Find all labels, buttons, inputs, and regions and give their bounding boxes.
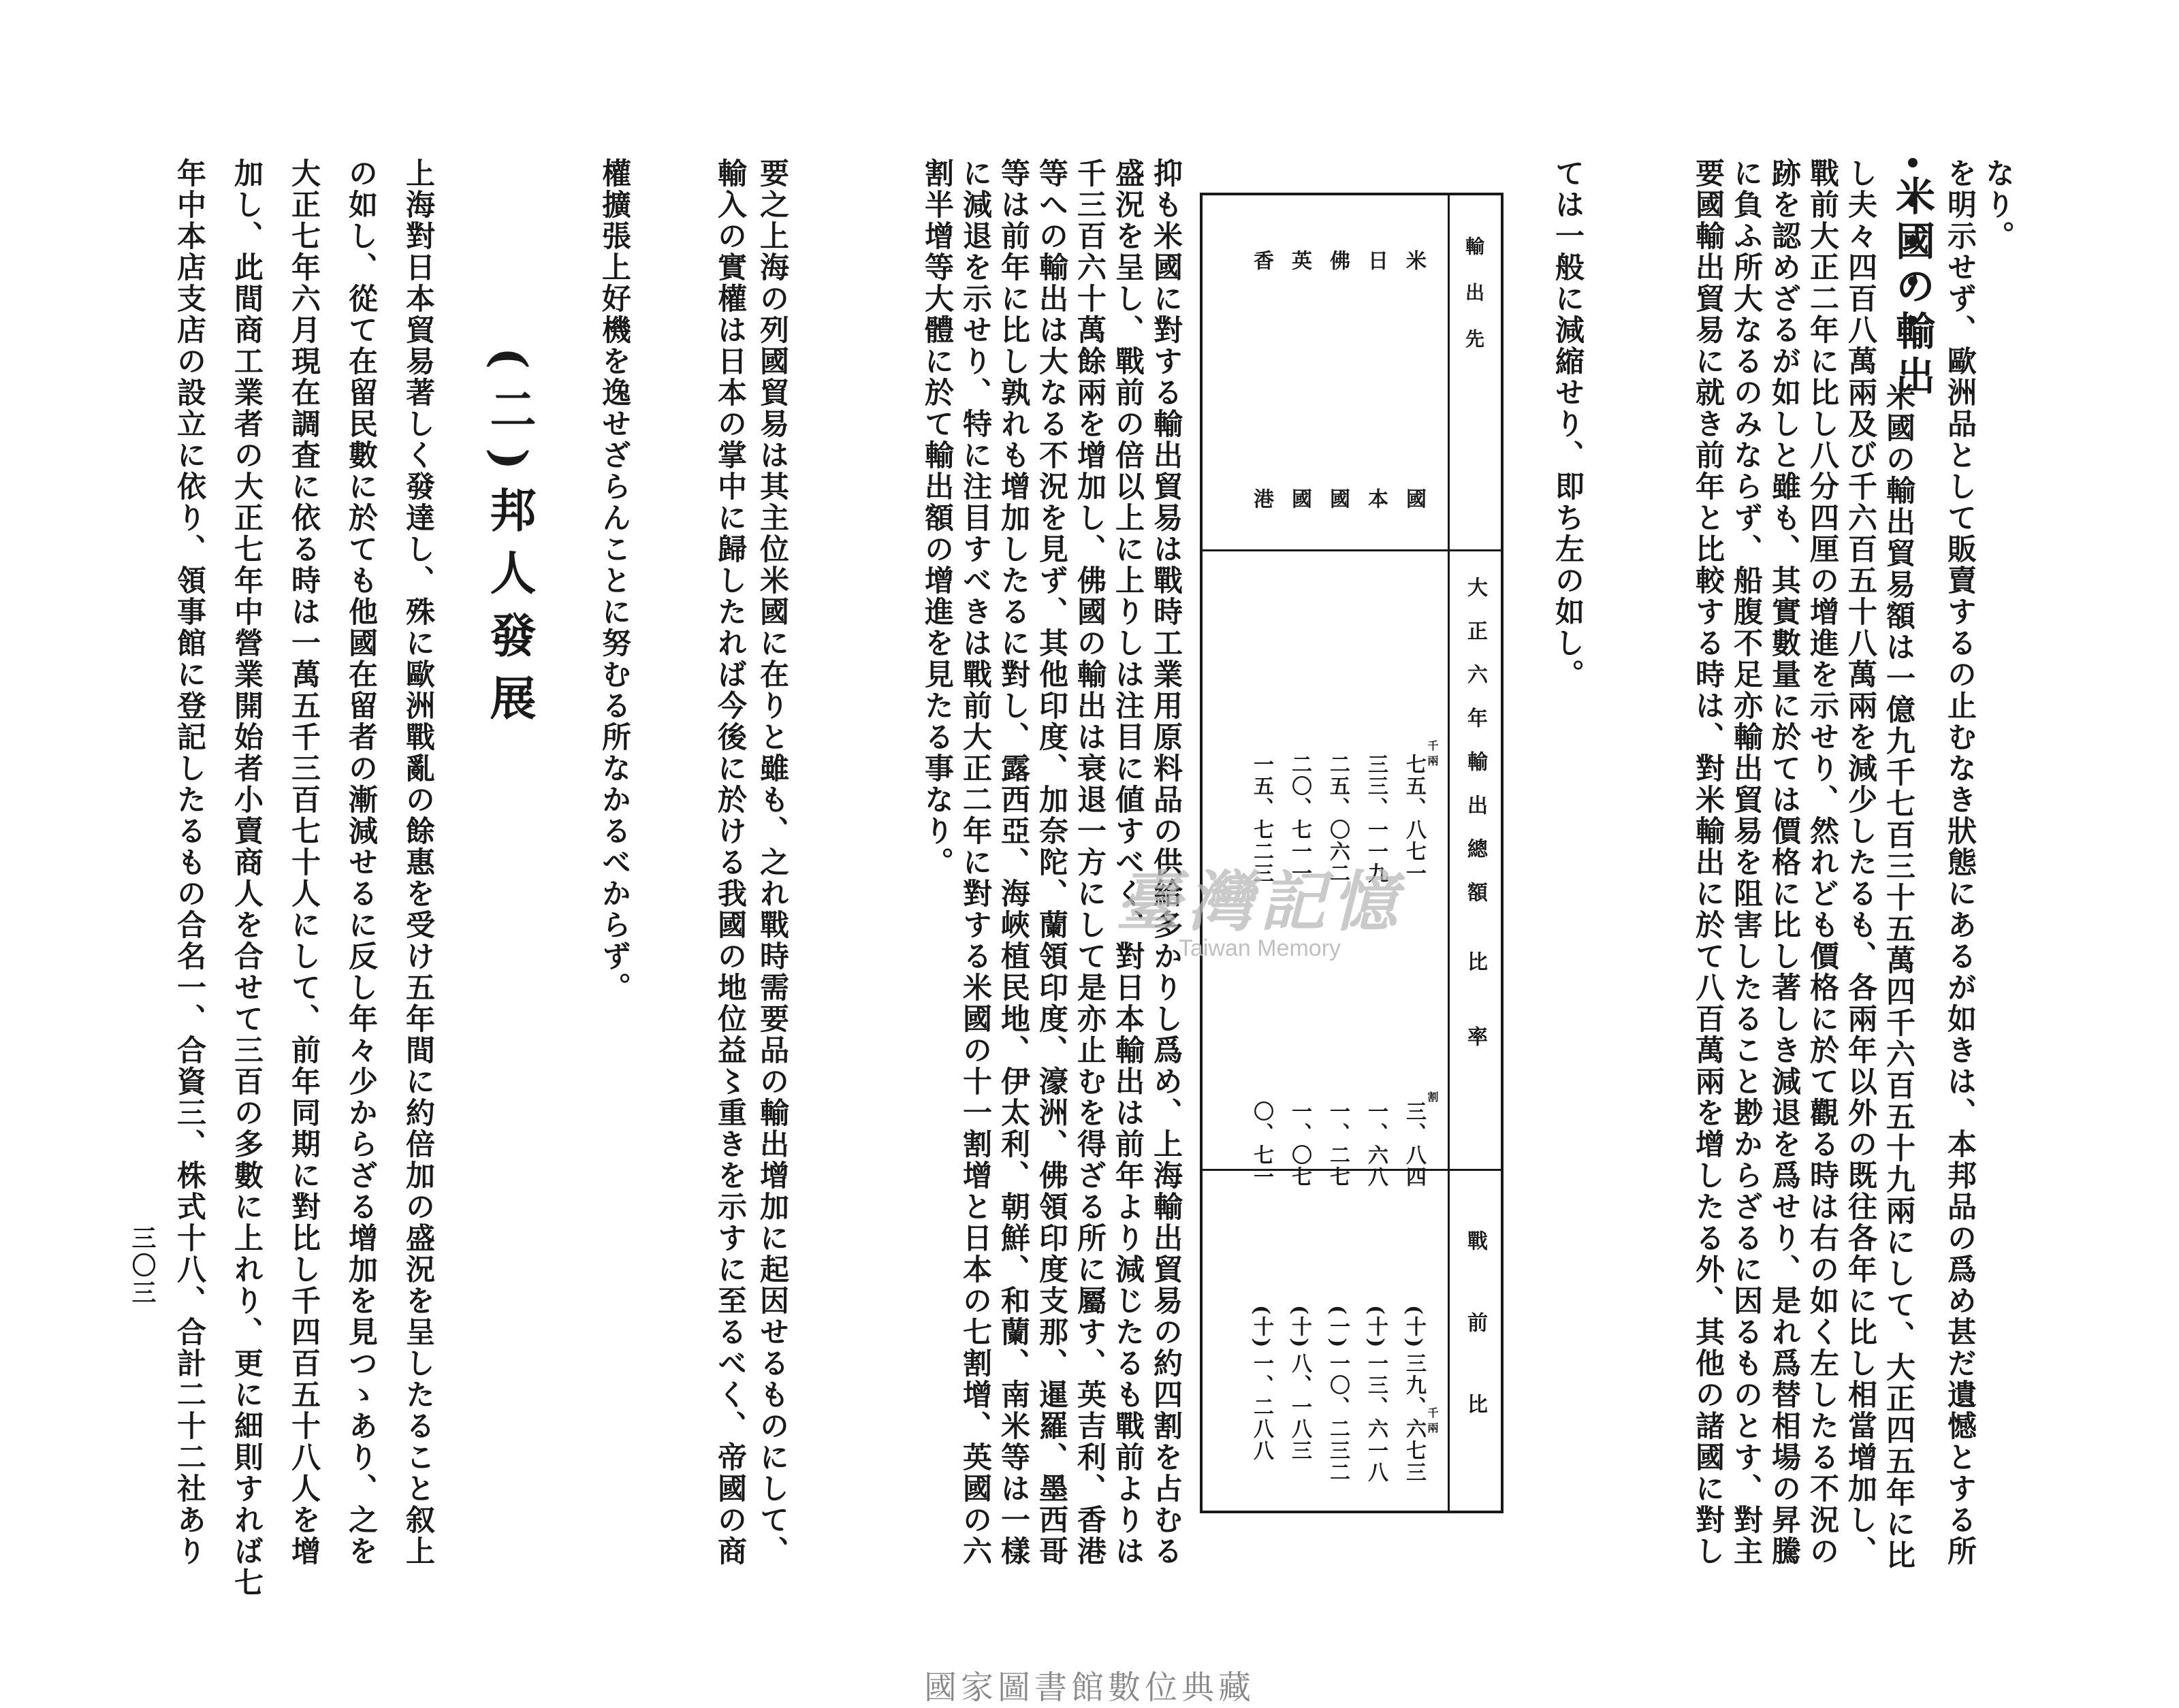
table-unit-prewar: 千兩 (1426, 1407, 1439, 1437)
section-title: (二)邦人發展 (482, 347, 537, 737)
table-prewar: 八、一八三 (1288, 1353, 1311, 1462)
text-column: 等は前年に比し孰れも增加したるに對し、露西亞、海峽植民地、伊太利、朝鮮、和蘭、南米等は一樣 (996, 158, 1030, 1567)
table-amount: 三三、一一九 (1364, 754, 1388, 884)
text-column: 大正七年六月現在調査に依る時は一萬五千三百七十人にして、前年同期に對比し千四百五十八人を增 (287, 158, 321, 1567)
text-column: 權擴張上好機を逸せざらんことに努むる所なかるべからず。 (597, 158, 631, 1003)
table-header-ratio: 比率 (1463, 951, 1487, 1101)
table-sign: (十) (1250, 1305, 1273, 1349)
text-column: に減退を示せり、特に注目すべきは戰前大正二年に對する米國の十一割增と日本の七割增、英國の六 (958, 158, 992, 1567)
text-column: 割半增等大體に於て輸出額の增進を見たる事なり。 (920, 158, 954, 878)
table-header-destination: 輸出先 (1463, 236, 1485, 375)
watermark-subtitle: Taiwan Memory (1178, 935, 1341, 961)
text-column: 要之上海の列國貿易は其主位米國に在りと雖も、之れ戰時需要品の輸出增加に起因せるものにして、 (755, 158, 789, 1567)
text-column: 戰前大正二年に比し八分四厘の增進を示せり、然れども價格に於て觀る時は右の如く左したる不況の (1805, 158, 1839, 1567)
table-amount: 二五、〇六二 (1326, 754, 1350, 884)
text-column: 等への輸出は大なる不況を見ず、其他印度、加奈陀、蘭領印度、濠洲、佛領印度支那、暹羅、墨西哥 (1034, 158, 1068, 1567)
text-column: 跡を認めざるが如しと雖も、其實數量に於ては價格に比し著しき減退を爲せり、是れ爲替相場の昇騰 (1767, 158, 1801, 1567)
table-ratio: 〇、七一 (1250, 1101, 1273, 1188)
text-column: 千三百六十萬餘兩を增加し、佛國の輸出は衰退一方にして是亦止むを得ざる所に屬す、英吉利、香港 (1072, 158, 1107, 1567)
table-sign: (十) (1402, 1305, 1426, 1349)
table-sign: (一) (1326, 1305, 1350, 1349)
table-prewar: 一三、六一八 (1364, 1353, 1388, 1483)
table-sign: (十) (1288, 1305, 1311, 1349)
table-header-prewar: 戰前比 (1463, 1230, 1487, 1475)
table-prewar: 一、二八八 (1250, 1353, 1273, 1462)
text-column: し夫々四百八萬兩及び千六百五十八萬兩を減少したるも、各兩年以外の既往各年に比し相當增加し、 (1843, 158, 1877, 1567)
table-prewar: 三九、六七三 (1402, 1353, 1426, 1483)
table-destination: 英國 (1288, 250, 1311, 726)
table-amount: 七五、八七一 (1402, 754, 1426, 884)
table-ratio: 一、二七 (1326, 1101, 1350, 1188)
table-amount: 二〇、七一一 (1288, 754, 1311, 884)
watermark-logo (1062, 865, 1457, 980)
text-column: ては一般に減縮せり、即ち左の如し。 (1550, 158, 1585, 690)
table-destination: 米國 (1402, 250, 1426, 726)
table-destination: 香港 (1250, 250, 1273, 726)
table-destination: 佛國 (1326, 250, 1350, 726)
text-column: を明示せず、歐洲品として販賣するの止むなき狀態にあるが如きは、本邦品の爲め甚だ遺憾とする所 (1943, 158, 1977, 1567)
text-column: 米國の輸出貿易額は一億九千七百三十五萬四千六百五十九兩にして、大正四五年に比 (1881, 381, 1915, 1571)
text-column: 要國輸出貿易に就き前年と比較する時は、對米輸出に於て八百萬兩を增したる外、其他の諸國に對し (1691, 158, 1725, 1567)
table-unit-ratio: 割 (1426, 1091, 1439, 1106)
text-column: 盛況を呈し、戰前の倍以上に上りしは注目に値すべく、對日本輸出は前年より減じたるも戰前よりは (1111, 158, 1145, 1567)
emphasis-dot (1908, 158, 1918, 167)
table-destination: 日本 (1364, 250, 1388, 726)
table-amount: 一五、七二三 (1250, 754, 1273, 884)
table-ratio: 三、八四 (1402, 1101, 1426, 1188)
text-column: 上海對日本貿易著しく發達し、殊に歐洲戰亂の餘惠を受け五年間に約倍加の盛況を呈したること叙上 (401, 158, 435, 1567)
table-ratio: 一、〇七 (1288, 1101, 1311, 1188)
footer-credit: 國家圖書館數位典藏 (923, 1669, 1255, 1707)
table-ratio: 一、六八 (1364, 1101, 1388, 1188)
text-column: に負ふ所大なるのみならず、船腹不足亦輸出貿易を阻害したること尠からざるに因るものとす、對主 (1729, 158, 1763, 1567)
table-prewar: 一〇、二三二 (1326, 1353, 1350, 1483)
text-column: 抑も米國に對する輸出貿易は戰時工業用原料品の供給多かりし爲め、上海輸出貿易の約四割を占むる (1149, 158, 1183, 1567)
text-column: 輸入の實權は日本の掌中に歸したれば今後に於ける我國の地位益〻重きを示すに至るべく、帝國の商 (713, 158, 747, 1567)
text-column: の如し、從て在留民數に於ても他國在留者の漸減せるに反し年々少からざる增加を見つゝあり、之を (344, 158, 378, 1567)
watermark-title: 臺灣記憶 (1115, 863, 1404, 940)
page-number: 三〇三 (128, 1225, 157, 1307)
text-column: 加し、此間商工業者の大正七年中營業開始者小賣商人を合せて三百の多數に上れり、更に細則すれば七 (229, 158, 264, 1598)
table-header-amount: 大正六年輸出總額 (1463, 577, 1487, 925)
table-rule (1448, 195, 1450, 1511)
text-column: なり。 (1981, 158, 2015, 252)
subsection-title: 米國の輸出 (1889, 176, 1935, 400)
table-sign: (十) (1364, 1305, 1388, 1349)
text-column: 年中本店支店の設立に依り、領事館に登記したるもの合名一、合資三、株式十八、合計二十二社あり (172, 158, 206, 1567)
table-unit-amount: 千兩 (1426, 740, 1439, 770)
export-table (1200, 193, 1504, 1513)
